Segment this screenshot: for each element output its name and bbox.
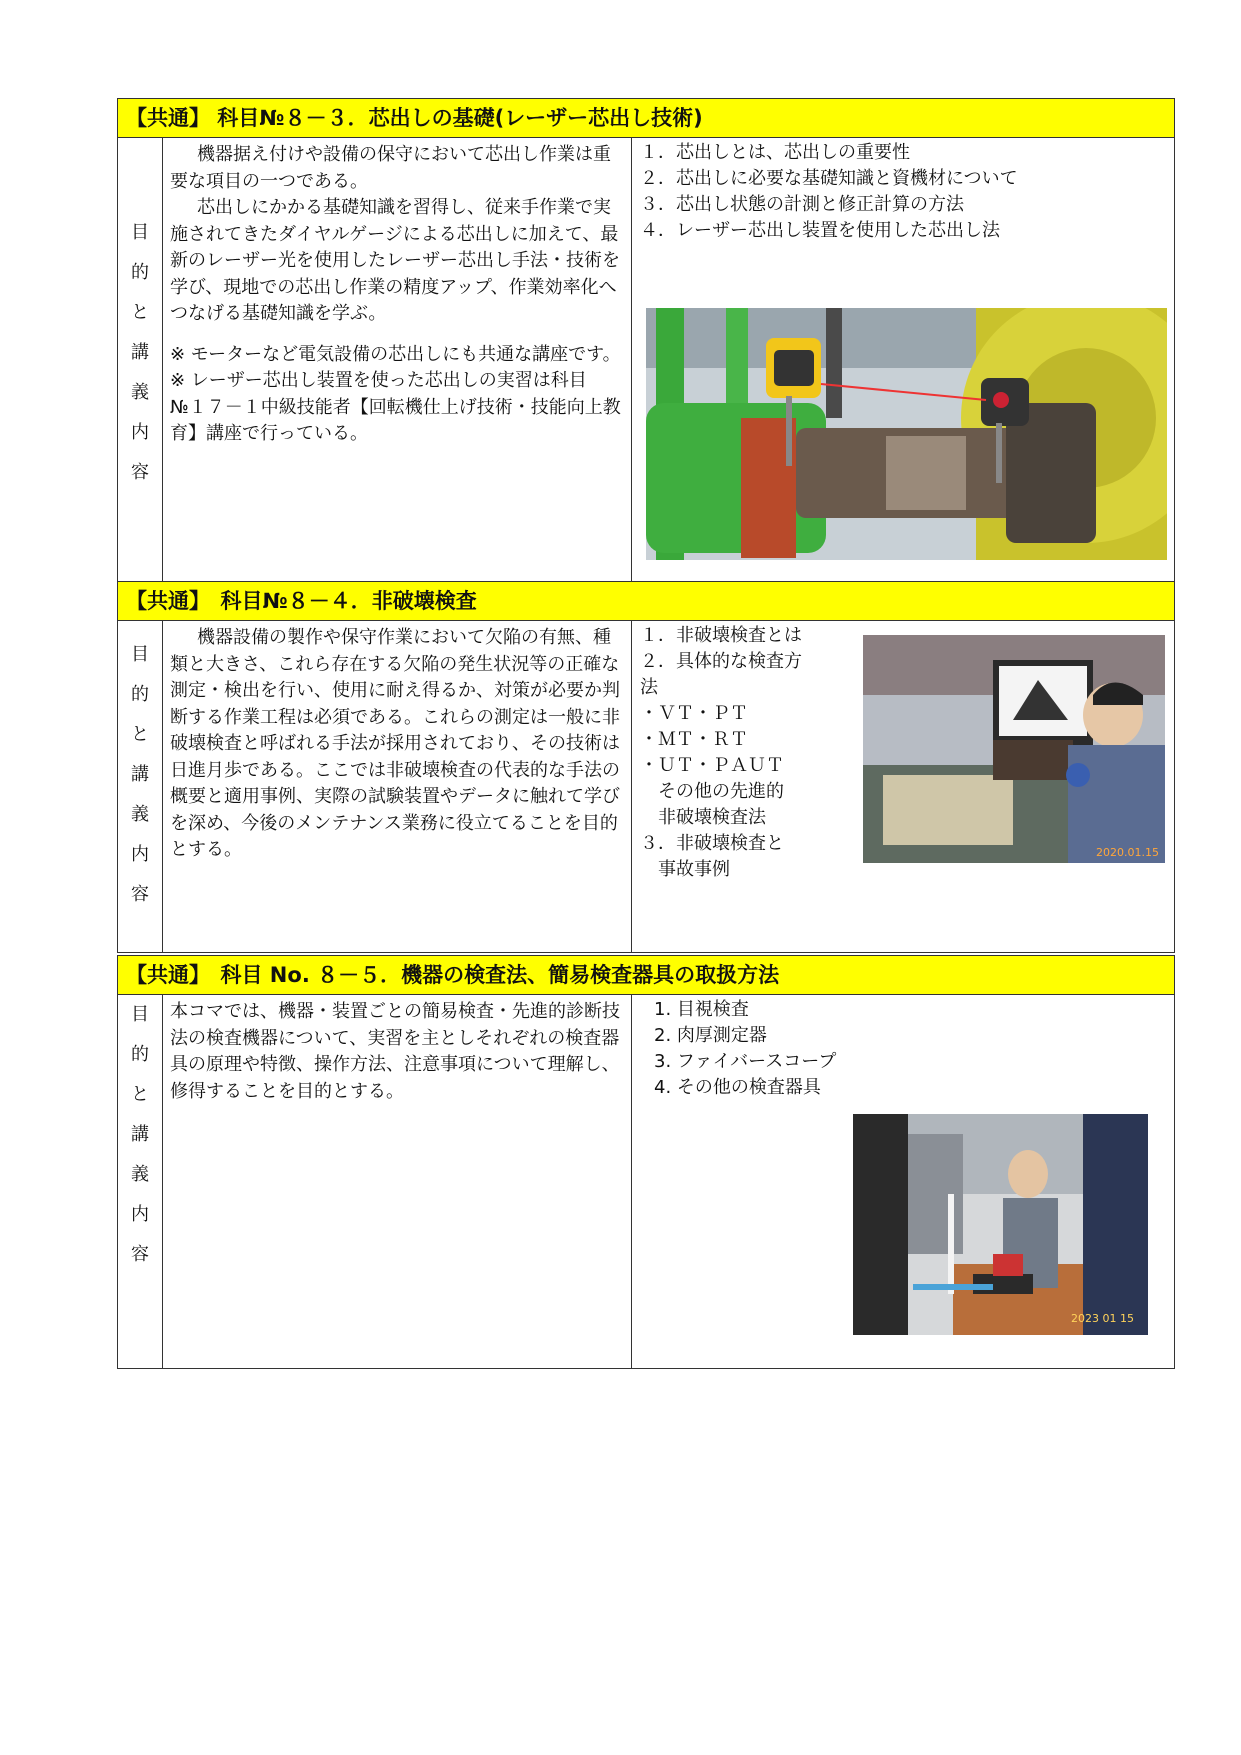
row-label-char: 目 <box>131 1004 149 1025</box>
photo-date: 2020.01.15 <box>1096 846 1159 859</box>
topic-item: ２．芯出しに必要な基礎知識と資機材について <box>640 168 1018 189</box>
topics-list <box>640 140 1018 244</box>
topic-item: 事故事例 <box>640 859 730 880</box>
section-body <box>117 621 1175 953</box>
topic-item: ・ＶＴ・ＰＴ <box>640 703 748 724</box>
row-label-char: と <box>131 302 149 323</box>
row-label-char: 義 <box>131 382 149 403</box>
topic-item: １．芯出しとは、芯出しの重要性 <box>640 142 910 163</box>
topic-item: 2. 肉厚測定器 <box>654 1025 767 1046</box>
topics-list <box>654 997 836 1101</box>
ndt-photo <box>863 635 1165 863</box>
topic-item: ・ＵＴ・ＰＡＵＴ <box>640 755 784 776</box>
row-label-char: 容 <box>131 884 149 905</box>
inspection-tools-photo <box>853 1114 1148 1335</box>
row-label-char: と <box>131 1084 149 1105</box>
description-note: ※ レーザー芯出し装置を使った芯出しの実習は科目№１７－１中級技能者【回転機仕上げ技術・技能向上教育】講座で行っている。 <box>170 370 621 444</box>
description-note: ※ モーターなど電気設備の芯出しにも共通な講座です。 <box>170 343 621 365</box>
description-paragraph: 芯出しにかかる基礎知識を習得し、従来手作業で実施されてきたダイヤルゲージによる芯出しに加えて、最新のレーザー光を使用したレーザー芯出し手法・技術を学び、現地での芯出し作業の精度アップ、作業効率化へつなげる基礎知識を学ぶ。 <box>170 197 620 324</box>
topic-item: １．非破壊検査とは <box>640 625 802 646</box>
topic-item: 3. ファイバースコープ <box>654 1051 837 1072</box>
row-label-char: 的 <box>131 1044 149 1065</box>
topics-list <box>640 623 802 883</box>
row-label-char: 内 <box>131 844 149 865</box>
row-label-char: 目 <box>131 644 149 665</box>
description-cell <box>162 995 632 1368</box>
section-header: 【共通】 科目 No. ８－５．機器の検査法、簡易検査器具の取扱方法 <box>117 955 1175 995</box>
topic-item: 4. その他の検査器具 <box>654 1077 821 1098</box>
row-label-char: と <box>131 724 149 745</box>
description-paragraph: 本コマでは、機器・装置ごとの簡易検査・先進的診断技法の検査機器について、実習を主としそれぞれの検査器具の原理や特徴、操作方法、注意事項について理解し、修得することを目的とする。 <box>170 1001 620 1102</box>
row-label-char: 講 <box>131 764 149 785</box>
row-label-char: 的 <box>131 684 149 705</box>
row-label <box>118 621 163 952</box>
section-body <box>117 138 1175 621</box>
topic-item: ３．非破壊検査と <box>640 833 784 854</box>
row-label-char: 的 <box>131 262 149 283</box>
topic-item: 非破壊検査法 <box>640 807 766 828</box>
row-label <box>118 995 163 1368</box>
row-label-char: 容 <box>131 1244 149 1265</box>
row-label-char: 目 <box>131 222 149 243</box>
row-label-char: 講 <box>131 342 149 363</box>
section-body <box>117 995 1175 1369</box>
row-label <box>118 138 163 620</box>
topic-item: ・ＭＴ・ＲＴ <box>640 729 748 750</box>
topic-item: ４．レーザー芯出し装置を使用した芯出し法 <box>640 220 1000 241</box>
description-paragraph: 機器設備の製作や保守作業において欠陥の有無、種類と大きさ、これら存在する欠陥の発生状況等の正確な測定・検出を行い、使用に耐え得るか、対策が必要か判断する作業工程は必須である。これらの測定は一般に非破壊検査と呼ばれる手法が採用されており、その技術は日進月歩である。ここでは非破壊検査の代表的な手法の概要と適用事例、実際の試験装置やデータに触れて学びを深め、今後のメンテナンス業務に役立てることを目的とする。 <box>170 627 620 860</box>
topic-item: その他の先進的 <box>640 781 784 802</box>
description-cell <box>162 621 632 952</box>
laser-alignment-photo <box>646 308 1167 560</box>
photo-date: 2023 01 15 <box>1071 1312 1134 1325</box>
description-paragraph: 機器据え付けや設備の保守において芯出し作業は重要な項目の一つである。 <box>170 144 611 192</box>
description-cell <box>162 138 632 620</box>
row-label-char: 義 <box>131 1164 149 1185</box>
topic-item: ３．芯出し状態の計測と修正計算の方法 <box>640 194 964 215</box>
topic-item: 法 <box>640 677 658 698</box>
row-label-char: 義 <box>131 804 149 825</box>
section-header: 【共通】 科目№８－３．芯出しの基礎(レーザー芯出し技術) <box>117 98 1175 138</box>
topic-item: 1. 目視検査 <box>654 999 749 1020</box>
row-label-char: 容 <box>131 462 149 483</box>
topic-item: ２．具体的な検査方 <box>640 651 802 672</box>
section-header: 【共通】 科目№８－４．非破壊検査 <box>117 581 1175 621</box>
row-label-char: 内 <box>131 422 149 443</box>
row-label-char: 講 <box>131 1124 149 1145</box>
row-label-char: 内 <box>131 1204 149 1225</box>
